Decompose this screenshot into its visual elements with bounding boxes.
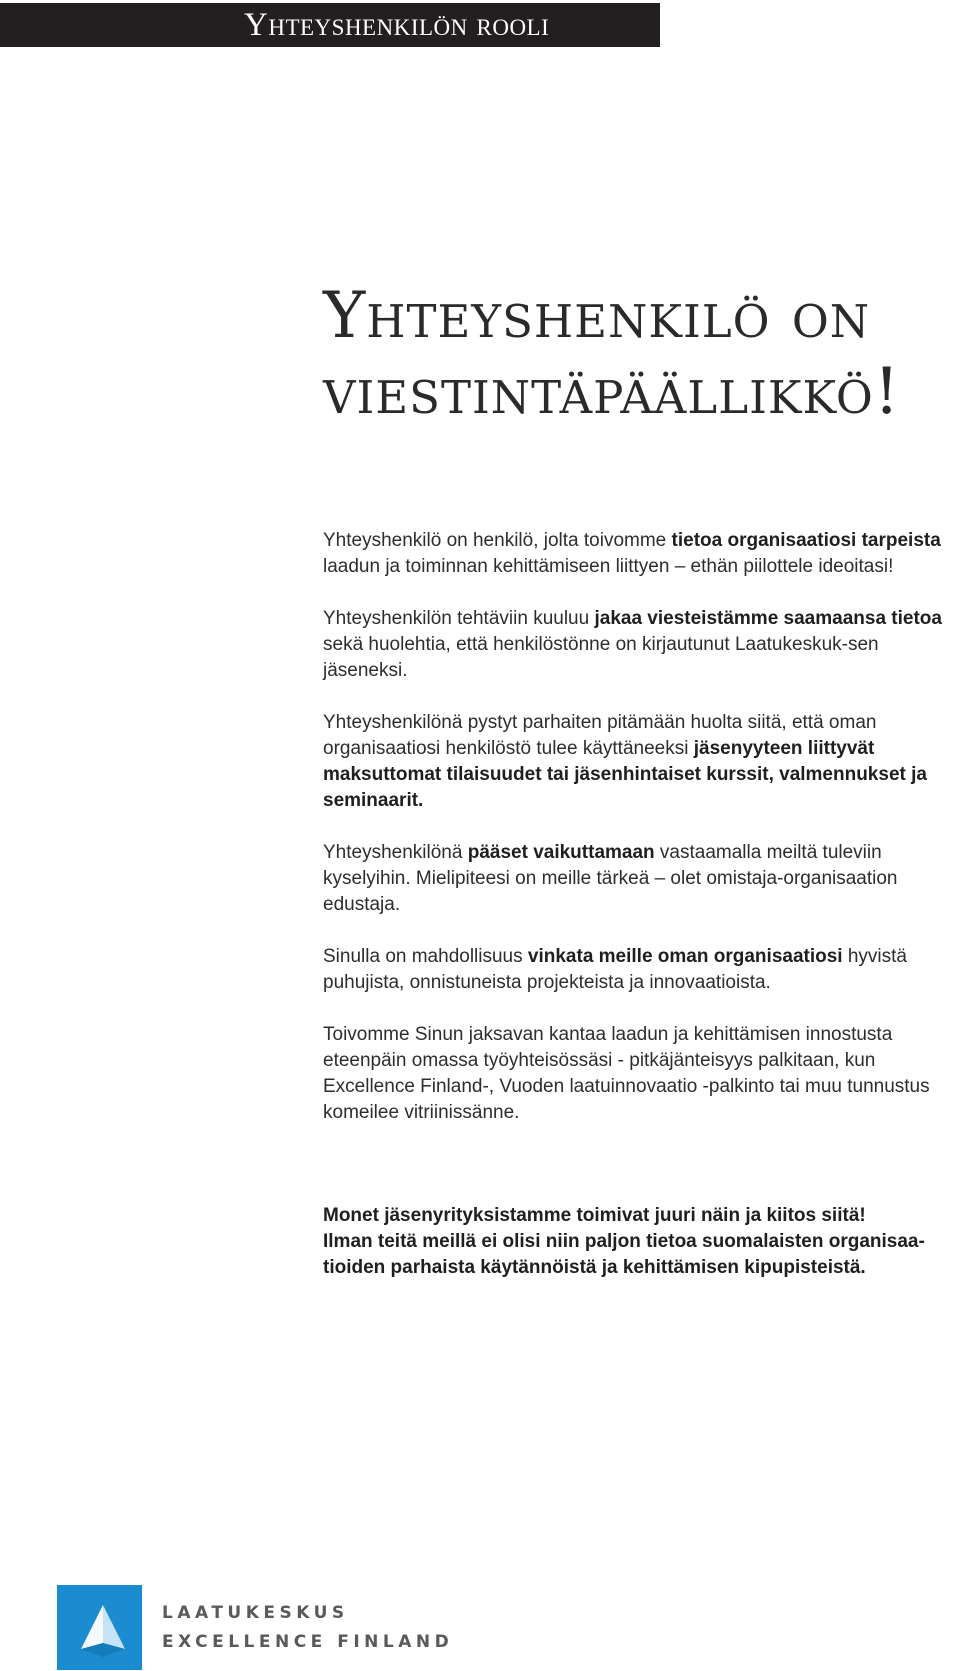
paragraph-highlight: jakaa viesteistämme saamaansa tietoa [594, 608, 942, 629]
paragraph-text: laadun ja toiminnan kehittämiseen liittyen – ethän piilottele ideoitasi! [323, 556, 894, 577]
paragraph-tips [323, 944, 960, 996]
paragraph-text: Sinulla on mahdollisuus [323, 946, 528, 967]
paragraph-duties [323, 606, 960, 684]
paragraph-highlight: jäsenyyteen liittyvät maksuttomat tilaisuudet tai jäsenhintaiset kurssit, valmennukset ja seminaarit. [323, 738, 927, 811]
closing-line-2: Ilman teitä meillä ei olisi niin paljon tietoa suomalaisten organisaa-tioiden parhaista käytännöistä ja kehittämisen kipupisteistä. [323, 1231, 925, 1278]
paragraph-text: Toivomme Sinun jaksavan kantaa laadun ja kehittämisen innostusta eteenpäin omassa työyhteisössäsi - pitkäjänteisyys palkitaan, kun Excellence Finland-, Vuoden laatuinnovaatio -palkinto tai muu tunnustus komeilee vitriinissänne. [323, 1024, 930, 1123]
headline-line-2: viestintäpäällikkö! [323, 355, 901, 429]
paragraph-enthusiasm [323, 1022, 960, 1126]
section-title: Yhteyshenkilön rooli [244, 7, 550, 43]
pyramid-icon [57, 1585, 142, 1670]
paragraph-highlight: vinkata meille oman organisaatiosi [527, 946, 843, 967]
paragraph-text: vastaamalla meiltä tuleviin kyselyihin. Mielipiteesi on meille tärkeä – olet omistaja-organisaation edustaja. [323, 842, 898, 915]
paragraph-highlight: pääset vaikuttamaan [467, 842, 655, 863]
paragraph-contact-person [323, 528, 960, 580]
headline-line-1: Yhteyshenkilö on [323, 279, 871, 353]
paragraph-text: Yhteyshenkilönä [323, 842, 468, 863]
paragraph-highlight: tietoa organisaatiosi tarpeista [671, 530, 941, 551]
logo-line-2: EXCELLENCE FINLAND [162, 1631, 454, 1652]
logo-mark-icon [57, 1585, 142, 1670]
paragraph-text: Yhteyshenkilö on henkilö, jolta toivomme [323, 530, 672, 551]
body-text [323, 528, 960, 1152]
paragraph-influence [323, 840, 960, 918]
laatukeskus-logo [57, 1585, 453, 1670]
paragraph-membership-benefits [323, 710, 960, 814]
logo-wordmark [162, 1599, 453, 1657]
page-headline [323, 278, 953, 430]
paragraph-text: Yhteyshenkilön tehtäviin kuuluu [323, 608, 595, 629]
section-header [0, 3, 660, 47]
paragraph-text: hyvistä puhujista, onnistuneista projekteista ja innovaatioista. [323, 946, 907, 993]
closing-line-1: Monet jäsenyrityksistamme toimivat juuri näin ja kiitos siitä! [323, 1205, 866, 1226]
closing-statement [323, 1203, 960, 1281]
paragraph-text: Yhteyshenkilönä pystyt parhaiten pitämään huolta siitä, että oman organisaatiosi henkilöstö tulee käyttäneeksi [323, 712, 877, 759]
paragraph-text: sekä huolehtia, että henkilöstönne on kirjautunut Laatukeskuk-sen jäseneksi. [323, 634, 879, 681]
logo-line-1: LAATUKESKUS [162, 1602, 349, 1623]
